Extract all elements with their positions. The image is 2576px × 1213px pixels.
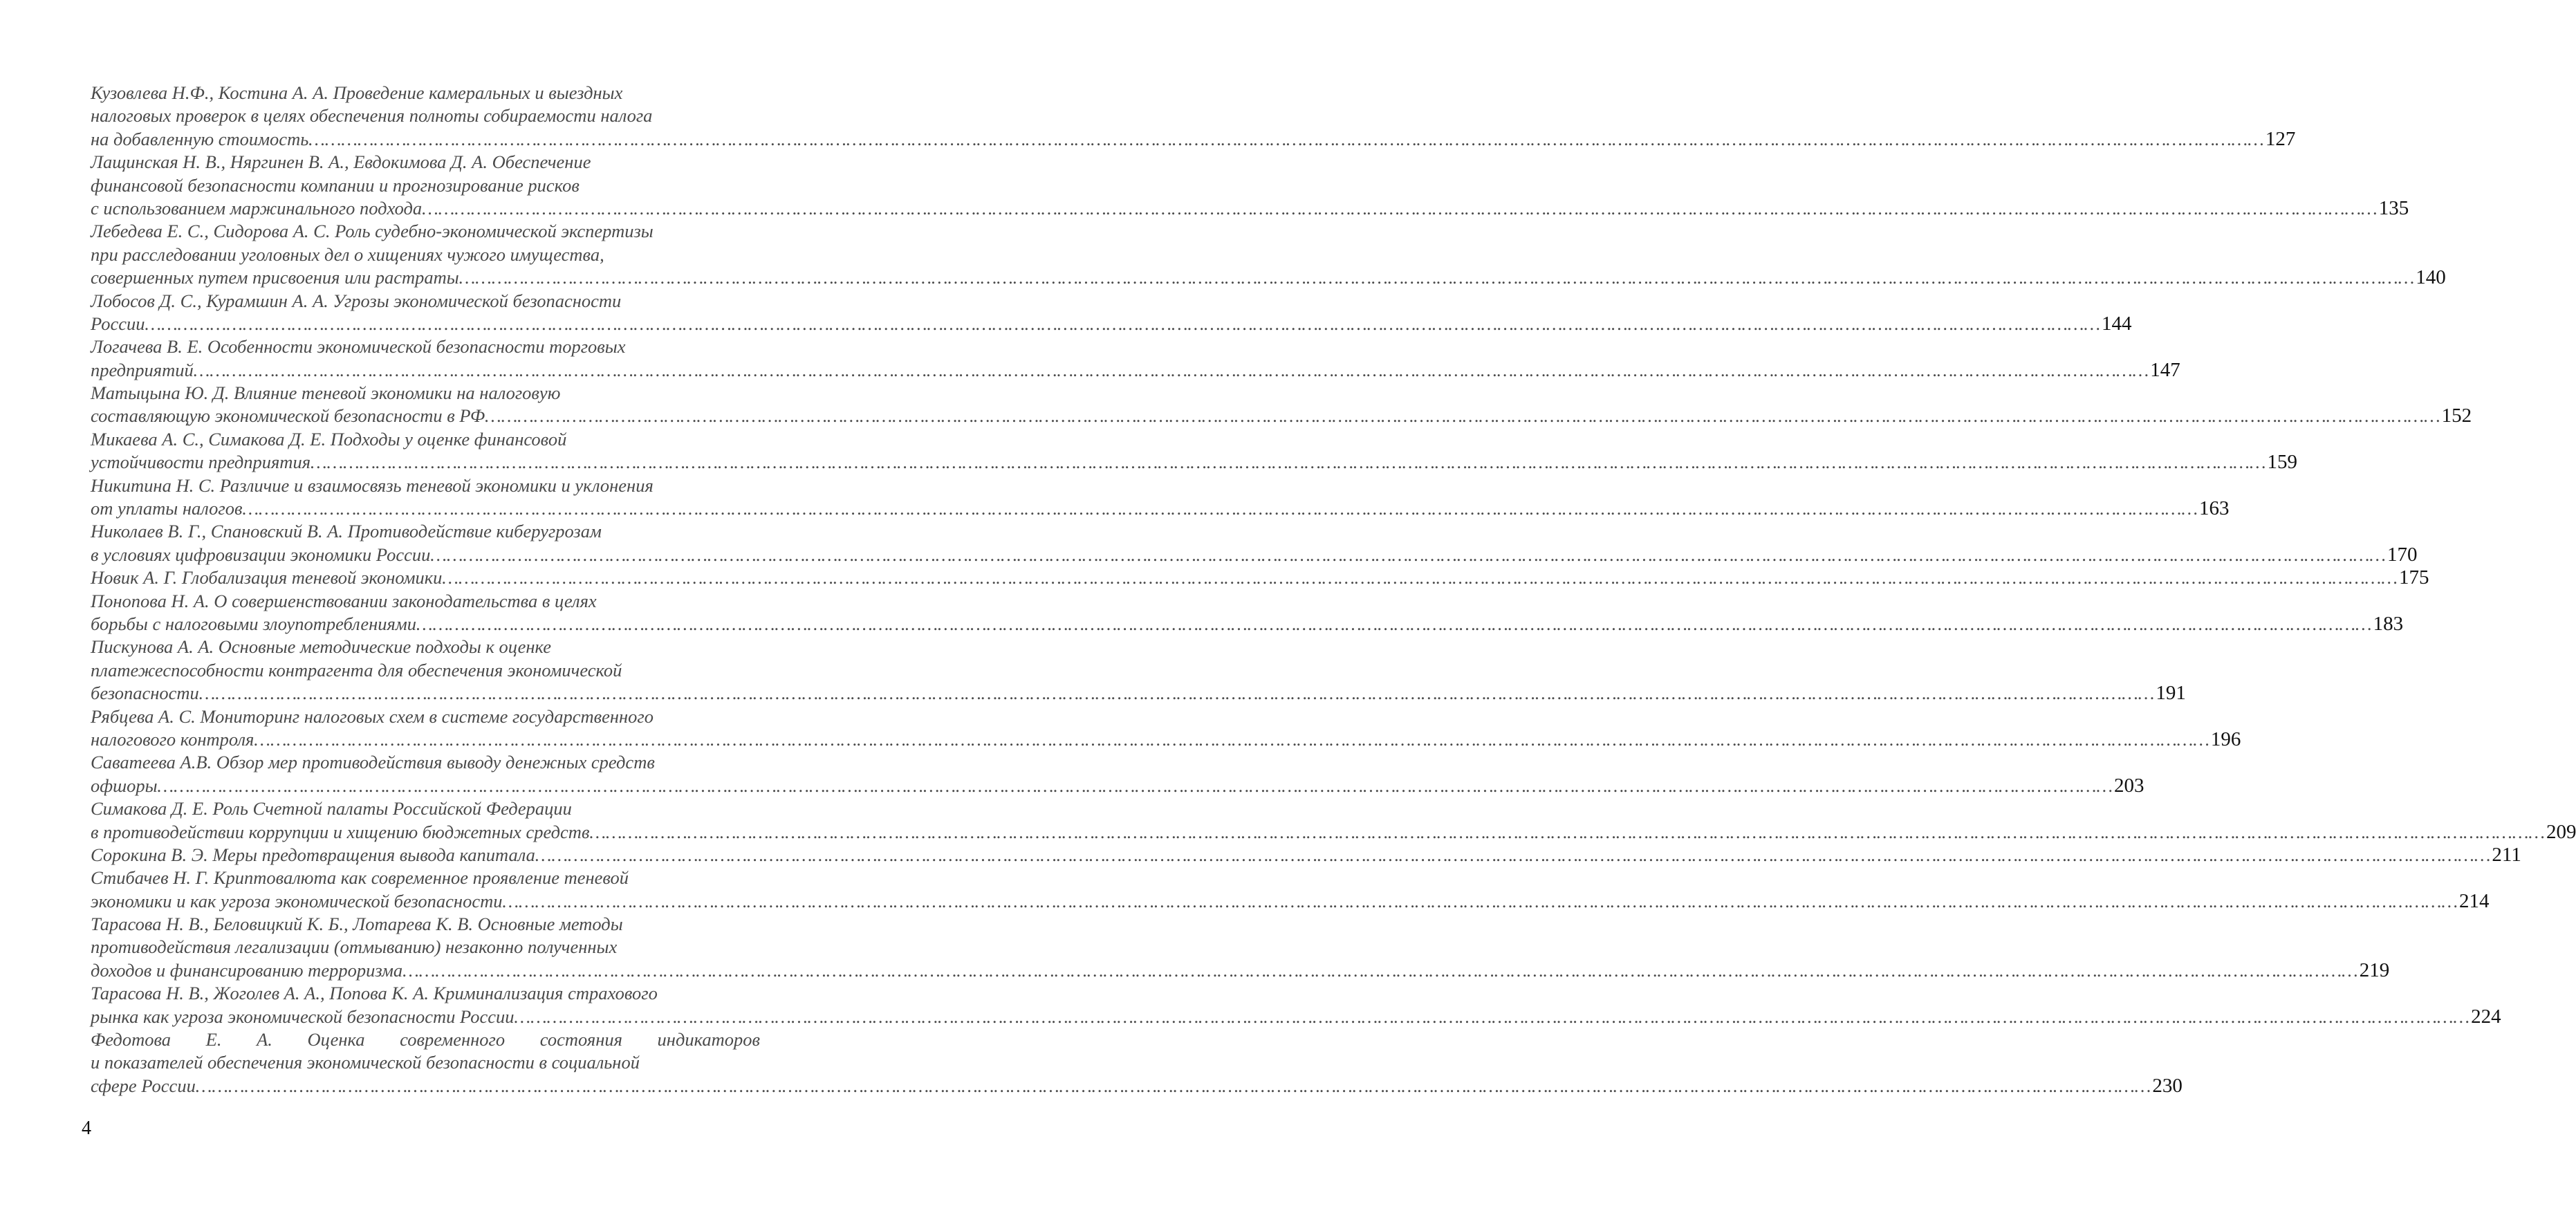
toc-entry-text: Тарасова Н. В., Жоголев А. А., Попова К. А. Криминализация страхового	[91, 983, 658, 1004]
toc-entry-last-line	[91, 451, 2298, 474]
toc-entry[interactable]	[91, 151, 2409, 220]
toc-entry-line	[91, 659, 760, 682]
dot-leader: ………………………………………………………………………………………………………………………………………………………………………………………………………………………………………………………………………………………………………………………………	[422, 197, 2378, 219]
dot-leader: ………………………………………………………………………………………………………………………………………………………………………………………………………………………………………………………………………………………………………………………………	[402, 959, 2358, 981]
toc-entry-last-line	[91, 612, 2404, 636]
toc-entry-last-line	[91, 127, 2296, 151]
toc-entry-line	[91, 867, 760, 889]
toc-entry-line	[91, 428, 760, 451]
toc-entry-last-line	[91, 266, 2446, 289]
toc-entry-line	[91, 382, 760, 405]
dot-leader: ………………………………………………………………………………………………………………………………………………………………………………………………………………………………………………………………………………………………………………………………	[514, 1006, 2470, 1027]
toc-entry[interactable]	[91, 382, 2472, 428]
toc-entry-text: налоговых проверок в целях обеспечения полноты собираемости налога	[91, 105, 653, 127]
toc-entry-text: Лебедева Е. С., Сидорова А. С. Роль судебно-экономической экспертизы	[91, 221, 654, 242]
toc-entry-text: с использованием маржинального подхода	[91, 197, 423, 219]
toc-entry-text: устойчивости предприятия	[91, 452, 311, 473]
toc-entry-text: налогового контроля	[91, 728, 254, 750]
toc-entry-text: при расследовании уголовных дел о хищениях чужого имущества,	[91, 243, 604, 265]
toc-entry[interactable]	[91, 590, 2404, 636]
toc-entry-text: платежеспособности контрагента для обеспечения экономической	[91, 659, 622, 680]
toc-entry-line	[91, 335, 760, 358]
toc-page-number: 214	[2459, 889, 2490, 912]
dot-leader: ………………………………………………………………………………………………………………………………………………………………………………………………………………………………………………………………………………………………………………………………	[502, 890, 2458, 911]
toc-entry-text: Стибачев Н. Г. Криптовалюта как современное проявление теневой	[91, 867, 629, 889]
toc-entry-last-line	[91, 497, 2230, 520]
toc-page-number: 219	[2359, 959, 2390, 981]
toc-entry-line	[91, 982, 760, 1005]
dot-leader: ………………………………………………………………………………………………………………………………………………………………………………………………………………………………………………………………………………………………………………………………	[157, 775, 2113, 796]
toc-entry-line	[91, 797, 760, 820]
toc-entry-text: финансовой безопасности компании и прогнозирование рисков	[91, 174, 580, 196]
toc-entry-text: Лобосов Д. С., Курамшин А. А. Угрозы экономической безопасности	[91, 290, 622, 311]
toc-page-number: 211	[2492, 843, 2521, 866]
toc-entry-text: предприятий	[91, 359, 194, 380]
toc-entry-last-line	[91, 543, 2418, 566]
toc-entry-last-line	[91, 196, 2409, 220]
toc-entry[interactable]	[91, 636, 2186, 705]
toc-entry-text: рынка как угроза экономической безопасности России	[91, 1006, 515, 1027]
toc-entry-line	[91, 474, 760, 497]
toc-entry[interactable]	[91, 335, 2180, 382]
toc-entry-text: Лащинская Н. В., Няргинен В. А., Евдокимова Д. А. Обеспечение	[91, 151, 591, 173]
toc-page-number: 196	[2210, 728, 2241, 750]
toc-entry-line	[91, 220, 760, 243]
toc-entry-last-line	[91, 566, 2429, 589]
toc-entry[interactable]	[91, 1028, 2183, 1098]
toc-entry-line	[91, 913, 760, 936]
toc-entry-line	[91, 290, 760, 313]
dot-leader: ………………………………………………………………………………………………………………………………………………………………………………………………………………………………………………………………………………………………………………………………	[254, 728, 2209, 750]
toc-entry[interactable]	[91, 220, 2446, 289]
toc-entry-last-line	[91, 405, 2472, 427]
toc-entry[interactable]	[91, 428, 2298, 474]
toc-entry[interactable]	[91, 705, 2241, 752]
table-of-contents	[91, 82, 2576, 1098]
dot-leader: ………………………………………………………………………………………………………………………………………………………………………………………………………………………………………………………………………………………………………………………………	[193, 359, 2149, 380]
toc-entry-line	[91, 82, 760, 104]
toc-page-number: 147	[2150, 358, 2180, 381]
dot-leader: ………………………………………………………………………………………………………………………………………………………………………………………………………………………………………………………………………………………………………………………………	[442, 567, 2398, 589]
toc-entry-text: противодействия легализации (отмыванию) незаконно полученных	[91, 936, 618, 958]
toc-entry[interactable]	[91, 520, 2418, 566]
toc-entry-last-line	[91, 1074, 2183, 1098]
toc-entry[interactable]	[91, 290, 2132, 336]
toc-entry-line	[91, 936, 760, 959]
toc-entry-last-line	[91, 843, 2521, 867]
dot-leader: ………………………………………………………………………………………………………………………………………………………………………………………………………………………………………………………………………………………………………………………………	[485, 405, 2440, 427]
toc-entry-text: экономики и как угроза экономической безопасности	[91, 890, 503, 911]
toc-entry-line	[91, 751, 760, 774]
toc-entry-line	[91, 636, 760, 658]
toc-entry-text: офшоры	[91, 775, 158, 796]
toc-entry-line	[91, 174, 760, 197]
toc-page-number: 140	[2416, 266, 2446, 289]
toc-entry-text: совершенных путем присвоения или растраты	[91, 267, 459, 288]
toc-entry[interactable]	[91, 913, 2390, 982]
toc-page-number: 152	[2441, 405, 2472, 427]
toc-page-number: 135	[2378, 196, 2409, 219]
toc-entry-line	[91, 1051, 760, 1074]
toc-page-number: 203	[2114, 774, 2144, 797]
toc-entry-text: Тарасова Н. В., Беловицкий К. Б., Лотарева К. В. Основные методы	[91, 914, 623, 935]
dot-leader: ………………………………………………………………………………………………………………………………………………………………………………………………………………………………………………………………………………………………………………………………	[308, 128, 2264, 149]
dot-leader: ………………………………………………………………………………………………………………………………………………………………………………………………………………………………………………………………………………………………………………………………	[242, 498, 2198, 519]
toc-entry-text: на добавленную стоимость	[91, 128, 309, 149]
toc-entry-text: доходов и финансированию терроризма	[91, 959, 403, 981]
toc-entry-last-line	[91, 959, 2390, 982]
dot-leader: ………………………………………………………………………………………………………………………………………………………………………………………………………………………………………………………………………………………………………………………………	[198, 683, 2155, 704]
toc-entry-text: в противодействии коррупции и хищению бюджетных средств	[91, 821, 590, 842]
toc-entry-line	[91, 243, 760, 266]
toc-entry[interactable]	[91, 843, 2521, 867]
toc-entry-text: Пискунова А. А. Основные методические подходы к оценке	[91, 636, 552, 658]
toc-entry-last-line	[91, 358, 2180, 382]
toc-entry-line	[91, 520, 760, 543]
toc-entry-text: Сорокина В. Э. Меры предотвращения вывода капитала	[91, 844, 535, 865]
toc-entry-text: борьбы с налоговыми злоупотреблениями	[91, 613, 417, 634]
toc-entry-text: России	[91, 313, 145, 334]
toc-page-number: 209	[2546, 820, 2576, 843]
toc-entry-line	[91, 705, 760, 728]
toc-entry-text: Понопова Н. А. О совершенствовании законодательства в целях	[91, 590, 597, 611]
toc-entry-last-line	[91, 1005, 2501, 1028]
dot-leader: ………………………………………………………………………………………………………………………………………………………………………………………………………………………………………………………………………………………………………………………………	[589, 821, 2545, 842]
toc-entry-last-line	[91, 889, 2490, 913]
toc-entry-text: Симакова Д. Е. Роль Счетной палаты Российской Федерации	[91, 798, 572, 820]
toc-page-number: 127	[2265, 127, 2296, 150]
toc-page-number: 144	[2102, 312, 2132, 335]
toc-entry-text: Саватеева А.В. Обзор мер противодействия выводу денежных средств	[91, 752, 655, 773]
toc-entry-last-line	[91, 682, 2186, 705]
dot-leader: ………………………………………………………………………………………………………………………………………………………………………………………………………………………………………………………………………………………………………………………………	[458, 267, 2415, 288]
toc-entry-text: и показателей обеспечения экономической безопасности в социальной	[91, 1052, 640, 1073]
toc-entry[interactable]	[91, 566, 2429, 589]
toc-page-number: 183	[2373, 612, 2404, 635]
dot-leader: ………………………………………………………………………………………………………………………………………………………………………………………………………………………………………………………………………………………………………………………………	[430, 544, 2386, 565]
toc-entry[interactable]	[91, 982, 2501, 1028]
dot-leader: ………………………………………………………………………………………………………………………………………………………………………………………………………………………………………………………………………………………………………………………………	[311, 452, 2266, 473]
toc-entry-text: Микаева А. С., Симакова Д. Е. Подходы у оценке финансовой	[91, 428, 567, 450]
toc-page-number: 224	[2471, 1005, 2501, 1028]
toc-page-number: 163	[2199, 497, 2230, 520]
toc-entry[interactable]	[91, 751, 2144, 797]
toc-entry-text: Федотова Е. А. Оценка современного состояния индикаторов	[91, 1029, 760, 1050]
toc-entry-text: Никитина Н. С. Различие и взаимосвязь теневой экономики и уклонения	[91, 474, 654, 496]
toc-entry-text: безопасности	[91, 683, 199, 704]
toc-entry-line	[91, 151, 760, 174]
toc-entry-text: Кузовлева Н.Ф., Костина А. А. Проведение камеральных и выездных	[91, 82, 623, 103]
toc-entry-text: Николаев В. Г., Спановский В. А. Противодействие киберугрозам	[91, 521, 602, 542]
toc-entry-last-line	[91, 312, 2132, 335]
toc-entry[interactable]	[91, 867, 2490, 913]
toc-page-number: 191	[2156, 682, 2186, 705]
dot-leader: ………………………………………………………………………………………………………………………………………………………………………………………………………………………………………………………………………………………………………………………………	[195, 1075, 2151, 1096]
page-number: 4	[82, 1118, 91, 1139]
toc-entry-text: Новик А. Г. Глобализация теневой экономики	[91, 567, 443, 589]
toc-entry[interactable]	[91, 82, 2296, 151]
toc-page-number: 230	[2152, 1074, 2183, 1097]
toc-entry-text: от уплаты налогов	[91, 498, 243, 519]
toc-entry-line	[91, 590, 760, 613]
toc-entry-text: Рябцева А. С. Мониторинг налоговых схем в системе государственного	[91, 705, 654, 727]
dot-leader: ………………………………………………………………………………………………………………………………………………………………………………………………………………………………………………………………………………………………………………………………	[416, 613, 2372, 634]
dot-leader: ………………………………………………………………………………………………………………………………………………………………………………………………………………………………………………………………………………………………………………………………	[145, 313, 2101, 334]
toc-entry-last-line	[91, 820, 2576, 844]
toc-entry-text: в условиях цифровизации экономики России	[91, 544, 431, 565]
toc-entry-line	[91, 1028, 760, 1051]
toc-page-number: 170	[2387, 543, 2418, 566]
toc-entry-text: составляющую экономической безопасности в РФ	[91, 405, 485, 427]
toc-entry-last-line	[91, 774, 2144, 797]
toc-entry[interactable]	[91, 797, 2576, 844]
toc-entry-line	[91, 104, 760, 127]
dot-leader: ………………………………………………………………………………………………………………………………………………………………………………………………………………………………………………………………………………………………………………………………	[535, 844, 2491, 865]
toc-page-number: 175	[2398, 566, 2429, 589]
toc-entry-last-line	[91, 728, 2241, 751]
toc-page-number: 159	[2267, 451, 2298, 474]
toc-entry-text: Матыцына Ю. Д. Влияние теневой экономики на налоговую	[91, 382, 561, 404]
toc-entry-text: сфере России	[91, 1075, 196, 1096]
toc-entry-text: Логачева В. Е. Особенности экономической безопасности торговых	[91, 336, 626, 358]
toc-entry[interactable]	[91, 474, 2230, 521]
